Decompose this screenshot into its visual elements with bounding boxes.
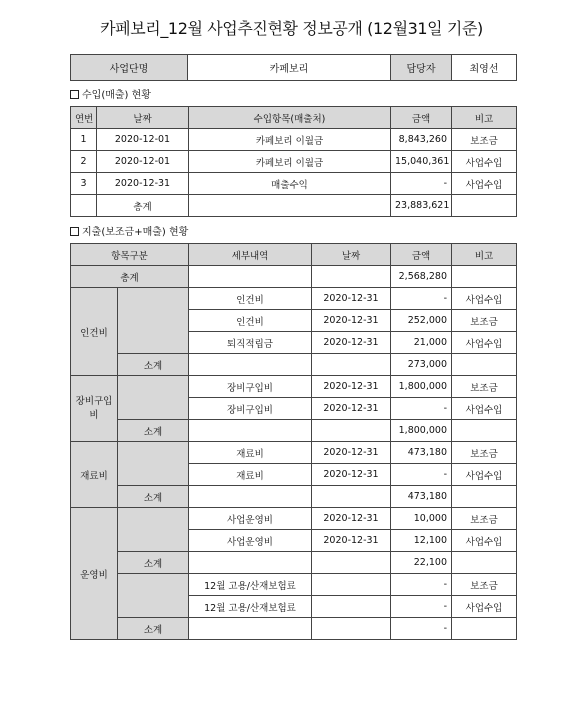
table-cell: 사업운영비 bbox=[189, 508, 312, 530]
header-cell: 세부내역 bbox=[189, 244, 312, 266]
table-cell bbox=[452, 486, 517, 508]
table-cell: 보조금 bbox=[452, 129, 517, 151]
table-cell: - bbox=[391, 398, 452, 420]
unit-value: 카페보리 bbox=[188, 55, 391, 81]
category-cell: 운영비 bbox=[71, 508, 118, 640]
table-row bbox=[71, 376, 517, 398]
subtotal-row bbox=[71, 354, 517, 376]
table-cell: 3 bbox=[71, 173, 97, 195]
total-amount: 23,883,621 bbox=[391, 195, 452, 217]
table-row bbox=[71, 151, 517, 173]
table-cell bbox=[189, 618, 312, 640]
subtotal-label: 소계 bbox=[118, 618, 189, 640]
total-label: 총계 bbox=[97, 195, 189, 217]
table-cell: 재료비 bbox=[189, 464, 312, 486]
subtotal-row bbox=[71, 618, 517, 640]
table-row bbox=[71, 442, 517, 464]
table-cell bbox=[189, 266, 312, 288]
subtotal-amount: 273,000 bbox=[391, 354, 452, 376]
category-cell: 재료비 bbox=[71, 442, 118, 508]
table-cell: 2020-12-31 bbox=[312, 508, 391, 530]
table-cell: 21,000 bbox=[391, 332, 452, 354]
table-cell bbox=[71, 195, 97, 217]
table-cell bbox=[452, 354, 517, 376]
table-cell: 12월 고용/산재보험료 bbox=[189, 596, 312, 618]
table-cell: 보조금 bbox=[452, 508, 517, 530]
table-cell: 2020-12-31 bbox=[312, 464, 391, 486]
table-cell bbox=[312, 266, 391, 288]
table-cell: 보조금 bbox=[452, 574, 517, 596]
table-cell: 보조금 bbox=[452, 376, 517, 398]
income-header-row bbox=[71, 107, 517, 129]
category-sub-cell bbox=[118, 376, 189, 420]
table-cell: 1,800,000 bbox=[391, 376, 452, 398]
table-cell: 2020-12-31 bbox=[312, 530, 391, 552]
table-cell bbox=[452, 552, 517, 574]
table-cell: 10,000 bbox=[391, 508, 452, 530]
header-cell: 날짜 bbox=[312, 244, 391, 266]
table-cell: 사업운영비 bbox=[189, 530, 312, 552]
table-cell: - bbox=[391, 596, 452, 618]
table-cell: 15,040,361 bbox=[391, 151, 452, 173]
table-cell: 사업수입 bbox=[452, 151, 517, 173]
table-cell: 사업수입 bbox=[452, 398, 517, 420]
subtotal-label: 소계 bbox=[118, 486, 189, 508]
category-sub-cell bbox=[118, 442, 189, 486]
table-cell: 2020-12-31 bbox=[312, 332, 391, 354]
expense-total-row bbox=[71, 266, 517, 288]
table-row bbox=[71, 288, 517, 310]
table-cell: 인건비 bbox=[189, 288, 312, 310]
expense-section-title: 지출(보조금+매출) 현황 bbox=[70, 223, 188, 238]
income-table bbox=[70, 106, 517, 217]
subtotal-label: 소계 bbox=[118, 420, 189, 442]
total-amount: 2,568,280 bbox=[391, 266, 452, 288]
table-row bbox=[71, 173, 517, 195]
table-cell: 8,843,260 bbox=[391, 129, 452, 151]
income-section-title: 수입(매출) 현황 bbox=[70, 86, 151, 101]
subtotal-label: 소계 bbox=[118, 354, 189, 376]
table-cell bbox=[189, 420, 312, 442]
expense-table bbox=[70, 243, 517, 640]
subtotal-amount: 22,100 bbox=[391, 552, 452, 574]
table-cell: 퇴직적립금 bbox=[189, 332, 312, 354]
header-cell: 비고 bbox=[452, 244, 517, 266]
table-cell: - bbox=[391, 288, 452, 310]
table-cell: 2020-12-01 bbox=[97, 151, 189, 173]
category-sub-cell bbox=[118, 288, 189, 354]
table-cell: 1 bbox=[71, 129, 97, 151]
header-cell: 수입항목(매출처) bbox=[189, 107, 391, 129]
header-cell: 날짜 bbox=[97, 107, 189, 129]
table-cell bbox=[312, 486, 391, 508]
table-cell: 보조금 bbox=[452, 442, 517, 464]
table-cell: 12월 고용/산재보험료 bbox=[189, 574, 312, 596]
table-cell bbox=[312, 420, 391, 442]
subtotal-amount: - bbox=[391, 618, 452, 640]
table-cell bbox=[312, 574, 391, 596]
table-cell: 사업수입 bbox=[452, 288, 517, 310]
income-total-row bbox=[71, 195, 517, 217]
expense-header-row bbox=[71, 244, 517, 266]
table-cell: 2020-12-31 bbox=[312, 398, 391, 420]
checkbox-icon bbox=[70, 90, 79, 99]
table-cell bbox=[189, 552, 312, 574]
table-cell: 473,180 bbox=[391, 442, 452, 464]
category-cell: 인건비 bbox=[71, 288, 118, 376]
table-cell: - bbox=[391, 173, 452, 195]
header-cell: 비고 bbox=[452, 107, 517, 129]
table-cell: - bbox=[391, 574, 452, 596]
subtotal-row bbox=[71, 420, 517, 442]
category-sub-cell bbox=[118, 508, 189, 552]
table-cell: 카페보리 이월금 bbox=[189, 129, 391, 151]
total-label: 총계 bbox=[71, 266, 189, 288]
table-cell: 2020-12-01 bbox=[97, 129, 189, 151]
table-cell bbox=[189, 486, 312, 508]
table-row bbox=[71, 508, 517, 530]
header-cell: 금액 bbox=[391, 244, 452, 266]
table-cell bbox=[312, 618, 391, 640]
subtotal-row bbox=[71, 486, 517, 508]
table-cell: 사업수입 bbox=[452, 464, 517, 486]
table-cell bbox=[452, 266, 517, 288]
table-cell bbox=[189, 195, 391, 217]
info-table bbox=[70, 54, 517, 81]
unit-label: 사업단명 bbox=[71, 55, 188, 81]
table-cell: 매출수익 bbox=[189, 173, 391, 195]
table-cell: 2020-12-31 bbox=[312, 310, 391, 332]
category-sub-cell bbox=[118, 574, 189, 618]
table-cell: 2020-12-31 bbox=[312, 442, 391, 464]
header-cell: 연번 bbox=[71, 107, 97, 129]
table-cell: 카페보리 이월금 bbox=[189, 151, 391, 173]
subtotal-label: 소계 bbox=[118, 552, 189, 574]
page-title: 카페보리_12월 사업추진현황 정보공개 (12월31일 기준) bbox=[100, 19, 483, 38]
table-cell: 12,100 bbox=[391, 530, 452, 552]
table-cell: 장비구입비 bbox=[189, 398, 312, 420]
header-cell: 금액 bbox=[391, 107, 452, 129]
table-cell: 2020-12-31 bbox=[97, 173, 189, 195]
table-cell: 사업수입 bbox=[452, 173, 517, 195]
table-cell bbox=[189, 354, 312, 376]
subtotal-row bbox=[71, 552, 517, 574]
table-cell: 2020-12-31 bbox=[312, 288, 391, 310]
subtotal-amount: 473,180 bbox=[391, 486, 452, 508]
table-row bbox=[71, 129, 517, 151]
table-cell bbox=[312, 354, 391, 376]
table-cell: 장비구입비 bbox=[189, 376, 312, 398]
table-cell bbox=[312, 552, 391, 574]
table-cell bbox=[452, 195, 517, 217]
category-cell: 장비구입비 bbox=[71, 376, 118, 442]
table-cell: 사업수입 bbox=[452, 332, 517, 354]
manager-label: 담당자 bbox=[391, 55, 452, 81]
table-cell: 사업수입 bbox=[452, 530, 517, 552]
table-cell: 재료비 bbox=[189, 442, 312, 464]
table-cell: 인건비 bbox=[189, 310, 312, 332]
manager-value: 최영선 bbox=[452, 55, 517, 81]
table-cell: 252,000 bbox=[391, 310, 452, 332]
subtotal-amount: 1,800,000 bbox=[391, 420, 452, 442]
table-cell bbox=[312, 596, 391, 618]
table-cell: 2020-12-31 bbox=[312, 376, 391, 398]
table-cell: - bbox=[391, 464, 452, 486]
header-cell: 항목구분 bbox=[71, 244, 189, 266]
table-cell bbox=[452, 420, 517, 442]
checkbox-icon bbox=[70, 227, 79, 236]
table-row bbox=[71, 574, 517, 596]
table-cell: 보조금 bbox=[452, 310, 517, 332]
table-cell bbox=[452, 618, 517, 640]
table-cell: 사업수입 bbox=[452, 596, 517, 618]
table-cell: 2 bbox=[71, 151, 97, 173]
